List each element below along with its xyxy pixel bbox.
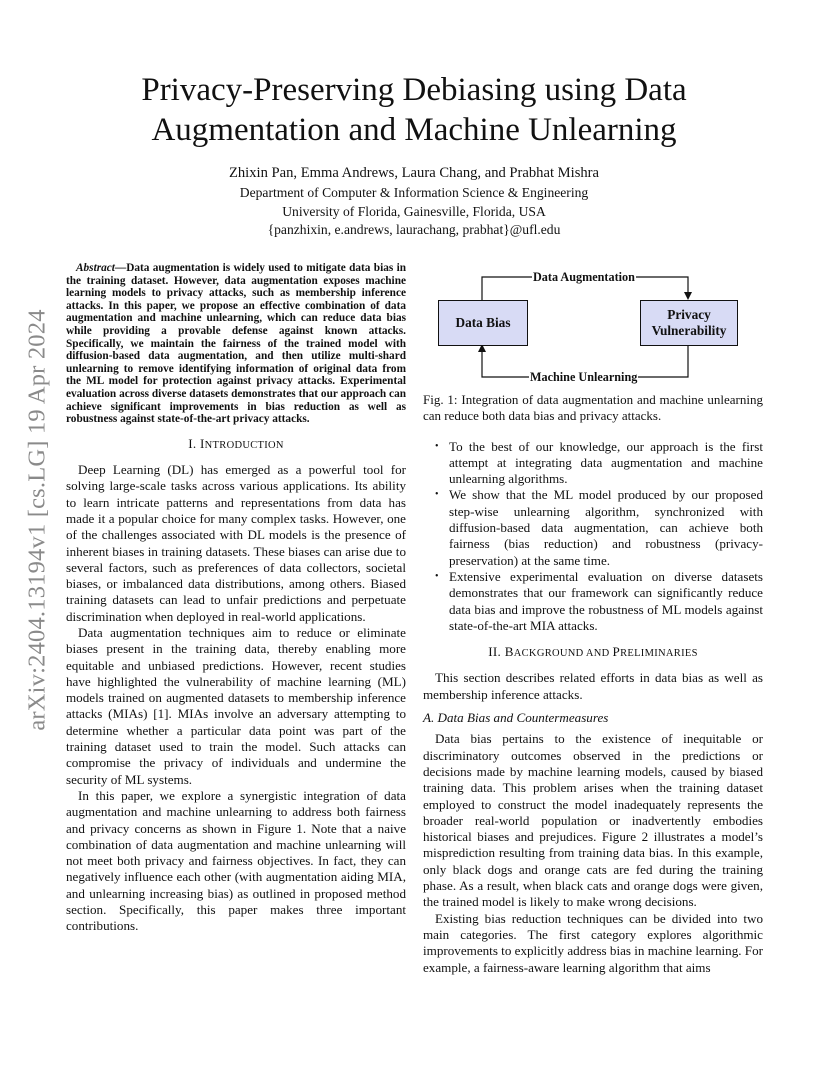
left-column xyxy=(66,262,406,935)
contribution-list xyxy=(423,439,763,635)
intro-paragraph: Deep Learning (DL) has emerged as a powerful tool for solving large-scale tasks across various applications. Its ability to learn intricate patterns and representations from data has made it a popular choice for many complex tasks. However, one of the challenges associated with DL models is the presence of inherent biases in training datasets. These biases can arise due to several factors, such as preferences of data collectors, societal biases, or imbalanced data distributions, among others. Biased training datasets can lead to unfair predictions and perpetuate discrimination when deployed in real-world applications. xyxy=(66,462,406,624)
abstract xyxy=(66,262,406,426)
subsection-heading-data-bias: A. Data Bias and Countermeasures xyxy=(423,710,609,726)
section-heading-background: II. BACKGROUND AND PRELIMINARIES xyxy=(488,644,698,660)
author-emails: {panzhixin, e.andrews, laurachang, prabhat}@ufl.edu xyxy=(267,222,561,237)
background-intro-paragraph: This section describes related efforts in data bias as well as membership inference attacks. xyxy=(423,670,763,702)
affiliation-department: Department of Computer & Information Science & Engineering xyxy=(239,185,589,200)
right-column xyxy=(423,268,763,976)
node-data-bias: Data Bias xyxy=(438,300,528,346)
figure-1-caption: Fig. 1: Integration of data augmentation and machine unlearning can reduce both data bias and privacy attacks. xyxy=(423,392,763,424)
abstract-heading: Abstract xyxy=(76,262,115,274)
author-names: Zhixin Pan, Emma Andrews, Laura Chang, and Prabhat Mishra xyxy=(228,165,600,181)
arxiv-id: arXiv:2404.13194v1 [cs.LG] 19 Apr 2024 xyxy=(24,309,52,731)
list-item: • To the best of our knowledge, our approach is the first attempt at integrating data augmentation and machine unlearning algorithms. xyxy=(435,438,763,487)
intro-paragraph: In this paper, we explore a synergistic integration of data augmentation and machine unlearning to address both fairness and privacy concerns as shown in Figure 1. Note that a naive combination of data augmentation and machine unlearning will not meet both privacy and fairness objectives. In fact, they can negatively influence each other (with augmentation aiding MIA, and unlearning increasing bias) as outlined in proposed method section. Specifically, this paper makes three important contributions. xyxy=(66,787,406,934)
affiliation-university: University of Florida, Gainesville, Florida, USA xyxy=(282,203,546,219)
edge-label-machine-unlearning: Machine Unlearning xyxy=(530,370,638,384)
list-item: • We show that the ML model produced by our proposed step-wise unlearning algorithm, synchronized with diffusion-based data augmentation, can achieve both fairness (bias reduction) and robustness (privacy-preservation) at the same time. xyxy=(435,487,763,568)
data-bias-paragraph: Data bias pertains to the existence of inequitable or discriminatory outcomes observed in the predictions or decisions made by machine learning models, caused by biased training data. This problem arises when the training dataset employed to construct the model inadequately represents the broader real-world population or inadvertently embodies historical biases and prejudices. Figure 2 illustrates a model’s misprediction resulting from training data bias. In this example, only black dogs and orange cats are fed during the training phase. As a result, when black cats and orange dogs were given, the trained model is likely to make wrong decisions. xyxy=(423,731,763,910)
abstract-body: —Data augmentation is widely used to mitigate data bias in the training dataset. However, data augmentation exposes machine learning models to privacy attacks, such as membership inference attacks. In this paper, we propose an effective combination of data augmentation and machine unlearning, which can reduce data bias while providing a provable defense against known attacks. Specifically, we maintain the fairness of the trained model with diffusion-based data augmentation, and then utilize multi-shard unlearning to remove identifying information of original data from the ML model for protection against privacy attacks. Experimental evaluation across diverse datasets demonstrates that our approach can achieve significant improvements in bias reduction as well as robustness against state-of-the-art privacy attacks. xyxy=(66,262,406,426)
bullet-icon: • xyxy=(435,570,439,582)
bullet-icon: • xyxy=(435,440,439,452)
bullet-icon: • xyxy=(435,489,439,501)
arxiv-identifier-stamp xyxy=(20,285,56,755)
intro-paragraph: Data augmentation techniques aim to reduce or eliminate biases present in the training data, thereby enabling more equitable and unbiased predictions. However, recent studies have highlighted the vulnerability of machine learning (ML) models trained on augmented datasets to membership inference attacks (MIAs) [1]. MIAs involve an adversary attempting to determine whether a particular data point was part of the training dataset used to train the model. Such attacks can compromise the privacy of individuals and undermine the security of ML systems. xyxy=(66,624,406,787)
figure-1-diagram xyxy=(423,268,763,386)
list-item: • Extensive experimental evaluation on diverse datasets demonstrates that our framework can significantly reduce data bias and improve the robustness of ML models against state-of-the-art MIA attacks. xyxy=(435,568,763,633)
edge-label-data-augmentation: Data Augmentation xyxy=(533,270,635,284)
author-block xyxy=(150,163,678,240)
data-bias-paragraph: Existing bias reduction techniques can be divided into two main categories. The first category explores algorithmic improvements to explicitly address bias in machine learning. For example, a fairness-aware learning algorithm that aims xyxy=(423,910,763,975)
section-heading-introduction: I. INTRODUCTION xyxy=(188,435,284,451)
paper-title: Privacy-Preserving Debiasing using Data Augmentation and Machine Unlearning xyxy=(141,72,687,148)
node-privacy-vulnerability: Privacy Vulnerability xyxy=(640,300,738,346)
